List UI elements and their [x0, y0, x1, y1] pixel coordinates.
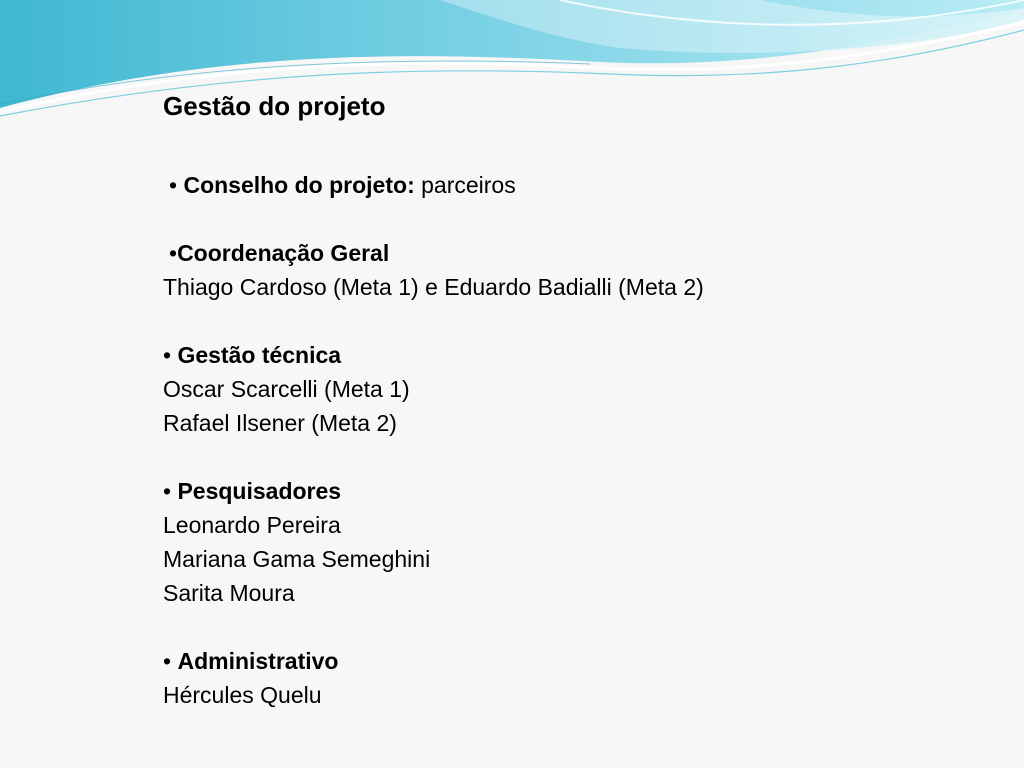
list-item: Sarita Moura — [163, 580, 295, 606]
slide-title: Gestão do projeto — [163, 91, 386, 121]
list-item: Oscar Scarcelli (Meta 1) — [163, 376, 410, 402]
section-label: Gestão técnica — [177, 342, 342, 368]
spacer — [163, 610, 923, 644]
spacer — [163, 304, 923, 338]
list-item: Rafael Ilsener (Meta 2) — [163, 410, 397, 436]
bullet-icon: • — [163, 478, 172, 504]
bullet-icon: • — [163, 648, 172, 674]
section-label: Administrativo — [177, 648, 339, 674]
spacer — [163, 202, 923, 236]
list-item: Leonardo Pereira — [163, 512, 341, 538]
list-item: Thiago Cardoso (Meta 1) e Eduardo Badialli (Meta 2) — [163, 274, 704, 300]
section-value: parceiros — [414, 172, 516, 198]
bullet-icon: • — [169, 172, 178, 198]
bullet-icon: • — [169, 240, 178, 266]
slide-content — [163, 88, 923, 712]
section-coordenacao-header — [163, 236, 923, 270]
section-conselho — [163, 168, 923, 202]
section-label: Coordenação Geral — [177, 240, 390, 266]
section-gestao-tecnica-header — [163, 338, 923, 372]
spacer — [163, 124, 923, 168]
section-pesquisadores-header — [163, 474, 923, 508]
spacer — [163, 440, 923, 474]
section-colon: : — [407, 172, 415, 198]
list-item: Hércules Quelu — [163, 682, 322, 708]
section-label: Pesquisadores — [177, 478, 342, 504]
bullet-icon: • — [163, 342, 172, 368]
list-item: Mariana Gama Semeghini — [163, 546, 431, 572]
section-administrativo-header — [163, 644, 923, 678]
section-label: Conselho do projeto — [183, 172, 408, 198]
